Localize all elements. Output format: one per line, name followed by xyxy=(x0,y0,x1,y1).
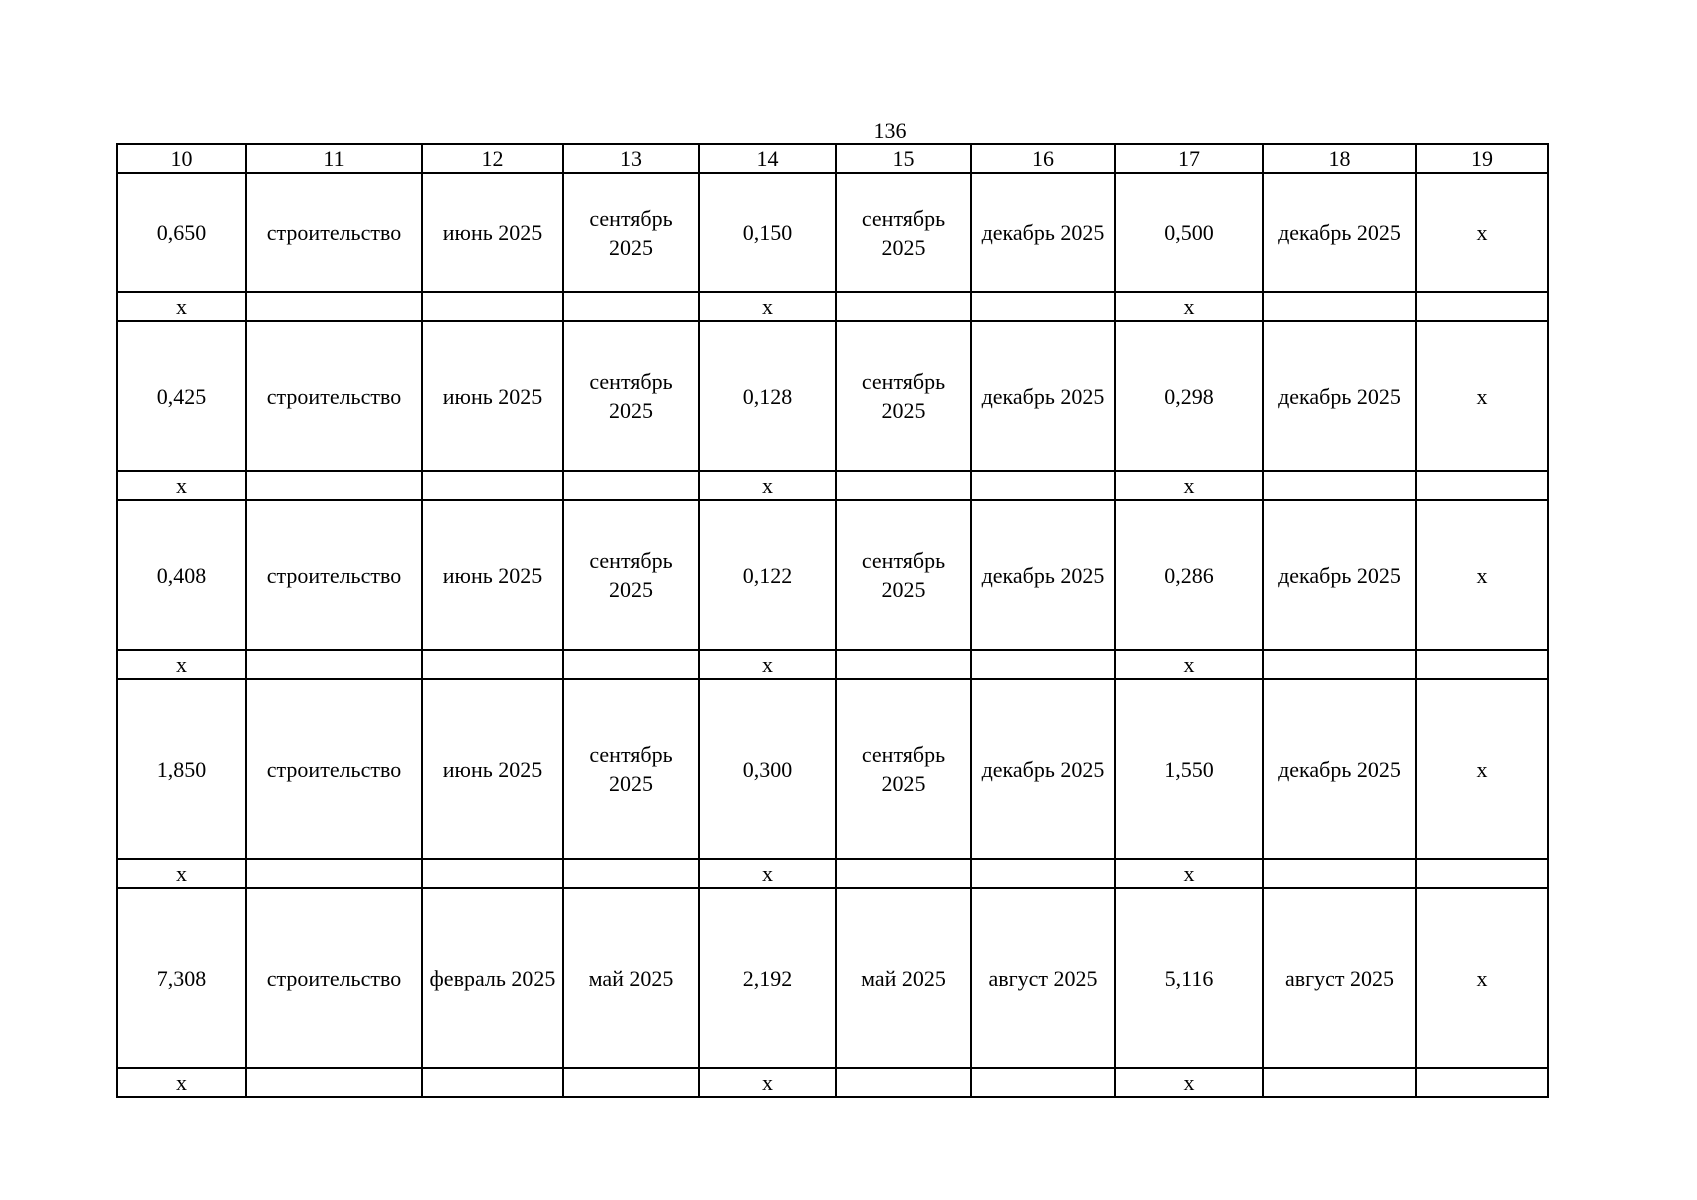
header-cell: 14 xyxy=(699,144,836,173)
header-cell: 16 xyxy=(971,144,1115,173)
table-cell: 0,300 xyxy=(699,679,836,859)
table-cell xyxy=(1416,292,1548,321)
header-cell: 10 xyxy=(117,144,246,173)
table-cell: 0,286 xyxy=(1115,500,1263,650)
table-row xyxy=(117,292,1548,321)
table-cell: 2,192 xyxy=(699,888,836,1068)
table-cell: 0,650 xyxy=(117,173,246,292)
table-cell: август 2025 xyxy=(1263,888,1416,1068)
table-cell: х xyxy=(699,292,836,321)
table-cell xyxy=(246,650,422,679)
table-cell: 0,298 xyxy=(1115,321,1263,471)
table-cell: май 2025 xyxy=(563,888,699,1068)
table-cell xyxy=(422,859,563,888)
table-cell: 1,850 xyxy=(117,679,246,859)
table-cell: х xyxy=(1416,888,1548,1068)
schedule-table xyxy=(116,143,1549,1098)
table-cell: сентябрь 2025 xyxy=(563,173,699,292)
table-cell xyxy=(422,292,563,321)
table-cell: сентябрь 2025 xyxy=(836,679,971,859)
table-cell: 0,425 xyxy=(117,321,246,471)
table-cell xyxy=(563,1068,699,1097)
table-cell xyxy=(1263,859,1416,888)
header-cell: 17 xyxy=(1115,144,1263,173)
table-cell xyxy=(971,650,1115,679)
table-cell: сентябрь 2025 xyxy=(563,500,699,650)
table-row xyxy=(117,471,1548,500)
table-cell: декабрь 2025 xyxy=(971,321,1115,471)
table-cell xyxy=(422,471,563,500)
table-cell: 0,150 xyxy=(699,173,836,292)
table-cell: х xyxy=(699,471,836,500)
table-cell: сентябрь 2025 xyxy=(836,321,971,471)
table-cell xyxy=(836,292,971,321)
header-cell: 15 xyxy=(836,144,971,173)
table-cell: июнь 2025 xyxy=(422,500,563,650)
table-row xyxy=(117,650,1548,679)
table-cell xyxy=(836,471,971,500)
table-cell xyxy=(246,471,422,500)
table-cell: сентябрь 2025 xyxy=(563,321,699,471)
table-cell: х xyxy=(1115,859,1263,888)
table-cell: декабрь 2025 xyxy=(1263,500,1416,650)
table-cell: строительство xyxy=(246,500,422,650)
table-cell: строительство xyxy=(246,173,422,292)
table-cell xyxy=(1416,859,1548,888)
table-cell xyxy=(246,292,422,321)
table-cell: июнь 2025 xyxy=(422,679,563,859)
table-cell: строительство xyxy=(246,679,422,859)
page-number: 136 xyxy=(873,118,907,143)
table-cell: 7,308 xyxy=(117,888,246,1068)
table-cell: х xyxy=(699,650,836,679)
table-cell xyxy=(1416,650,1548,679)
table-cell: х xyxy=(117,650,246,679)
table-cell: июнь 2025 xyxy=(422,173,563,292)
table-cell: июнь 2025 xyxy=(422,321,563,471)
table-cell: сентябрь 2025 xyxy=(836,500,971,650)
table-cell: февраль 2025 xyxy=(422,888,563,1068)
table-cell: х xyxy=(117,471,246,500)
table-cell: август 2025 xyxy=(971,888,1115,1068)
header-row xyxy=(117,144,1548,173)
table-cell: х xyxy=(1115,1068,1263,1097)
table-cell xyxy=(422,650,563,679)
table-cell: х xyxy=(699,859,836,888)
table-cell xyxy=(563,859,699,888)
table-cell: 0,122 xyxy=(699,500,836,650)
table-cell xyxy=(836,650,971,679)
table-row xyxy=(117,500,1548,650)
table-cell xyxy=(836,1068,971,1097)
table-cell xyxy=(1263,1068,1416,1097)
table-cell: 1,550 xyxy=(1115,679,1263,859)
table-cell xyxy=(422,1068,563,1097)
header-cell: 13 xyxy=(563,144,699,173)
table-cell: 0,500 xyxy=(1115,173,1263,292)
table-row xyxy=(117,859,1548,888)
table-cell: декабрь 2025 xyxy=(1263,321,1416,471)
table-cell: декабрь 2025 xyxy=(971,500,1115,650)
table-cell: декабрь 2025 xyxy=(1263,679,1416,859)
table-cell: сентябрь 2025 xyxy=(563,679,699,859)
table-cell: строительство xyxy=(246,888,422,1068)
table-row xyxy=(117,321,1548,471)
table-cell xyxy=(836,859,971,888)
table-row xyxy=(117,679,1548,859)
header-cell: 11 xyxy=(246,144,422,173)
table-row xyxy=(117,888,1548,1068)
table-cell: 0,128 xyxy=(699,321,836,471)
table-cell xyxy=(1263,650,1416,679)
table-cell xyxy=(246,1068,422,1097)
table-cell xyxy=(563,471,699,500)
header-cell: 12 xyxy=(422,144,563,173)
table-cell xyxy=(563,292,699,321)
table-cell: 5,116 xyxy=(1115,888,1263,1068)
table-cell: х xyxy=(1416,173,1548,292)
table-cell: х xyxy=(1115,292,1263,321)
table-cell: х xyxy=(699,1068,836,1097)
table-cell xyxy=(1263,292,1416,321)
table-cell: строительство xyxy=(246,321,422,471)
table-row xyxy=(117,173,1548,292)
table-cell: х xyxy=(117,859,246,888)
table-cell: х xyxy=(1115,650,1263,679)
table-cell xyxy=(971,859,1115,888)
table-cell: декабрь 2025 xyxy=(1263,173,1416,292)
table-cell: х xyxy=(1416,321,1548,471)
header-cell: 18 xyxy=(1263,144,1416,173)
table-cell: х xyxy=(1416,679,1548,859)
table-cell xyxy=(971,1068,1115,1097)
table-cell xyxy=(1416,1068,1548,1097)
table-cell: декабрь 2025 xyxy=(971,679,1115,859)
table-cell: сентябрь 2025 xyxy=(836,173,971,292)
table-cell: х xyxy=(117,292,246,321)
table-cell xyxy=(971,471,1115,500)
table-cell xyxy=(1416,471,1548,500)
table-cell xyxy=(971,292,1115,321)
table-cell xyxy=(246,859,422,888)
table-row xyxy=(117,1068,1548,1097)
table-cell: х xyxy=(1115,471,1263,500)
table-cell: х xyxy=(117,1068,246,1097)
table-cell xyxy=(563,650,699,679)
table-cell xyxy=(1263,471,1416,500)
table-cell: декабрь 2025 xyxy=(971,173,1115,292)
table-cell: май 2025 xyxy=(836,888,971,1068)
header-cell: 19 xyxy=(1416,144,1548,173)
table-cell: х xyxy=(1416,500,1548,650)
table-cell: 0,408 xyxy=(117,500,246,650)
